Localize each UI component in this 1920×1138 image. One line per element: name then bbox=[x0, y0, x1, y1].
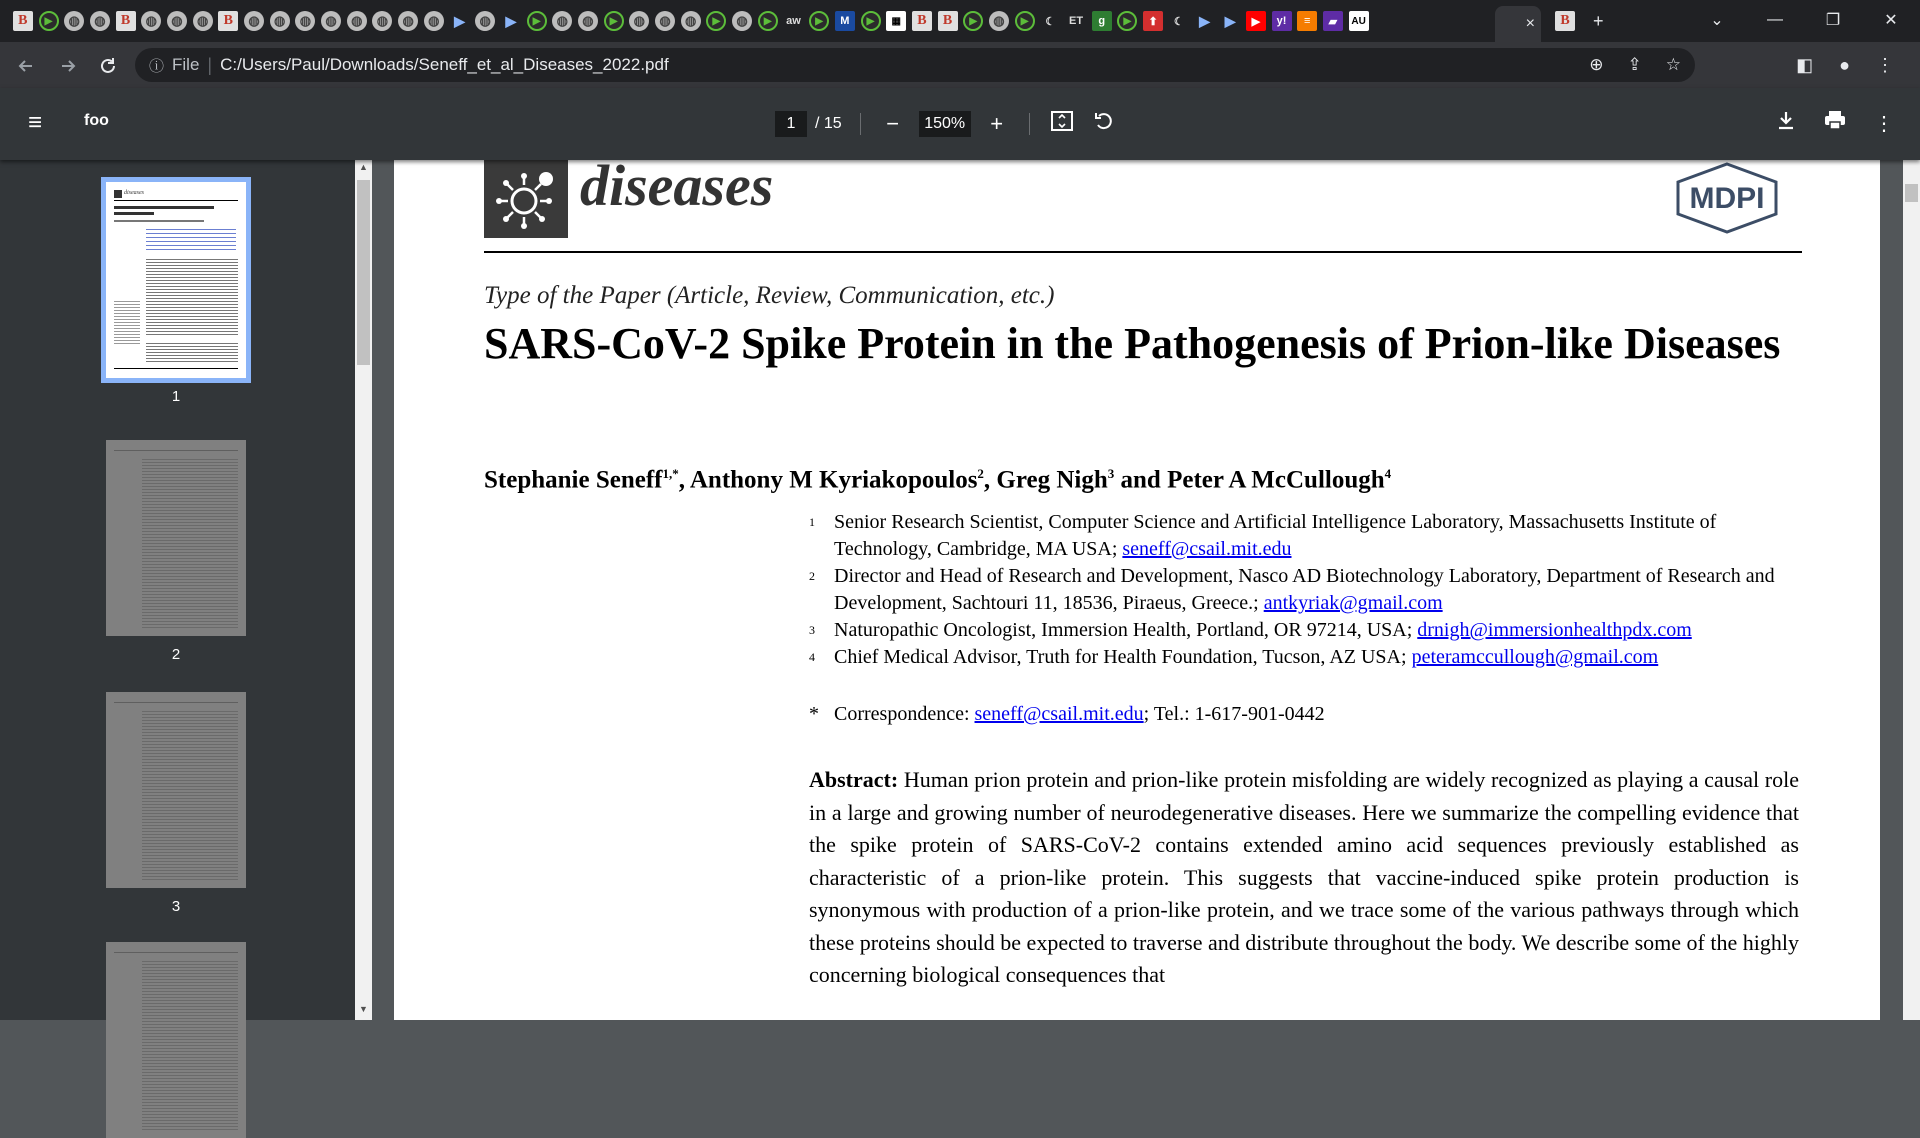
paper-title: SARS-CoV-2 Spike Protein in the Pathogenesis of Prion-like Diseases bbox=[484, 319, 1781, 368]
rotate-icon[interactable] bbox=[1090, 110, 1118, 138]
bi-favicon-icon: B bbox=[13, 11, 33, 31]
publisher-name: MDPI bbox=[1689, 182, 1765, 215]
browser-tab[interactable] bbox=[1217, 8, 1243, 34]
browser-tab[interactable] bbox=[1089, 8, 1115, 34]
bi-favicon-icon: B bbox=[912, 11, 932, 31]
ma-favicon-icon: M bbox=[835, 11, 855, 31]
browser-tab[interactable] bbox=[87, 8, 113, 34]
thumbnail-page-2[interactable] bbox=[102, 440, 250, 663]
pdf-toolbar bbox=[0, 88, 1920, 160]
forward-button[interactable] bbox=[54, 52, 82, 80]
yahoo-favicon-icon: y! bbox=[1272, 11, 1292, 31]
mdpi-logo bbox=[1672, 162, 1782, 234]
pdf-viewport bbox=[372, 160, 1920, 1020]
orange-favicon-icon: ≡ bbox=[1297, 11, 1317, 31]
browser-toolbar bbox=[0, 42, 1920, 88]
thumbnail-journal: diseases bbox=[124, 190, 144, 196]
author-separator: , bbox=[983, 466, 997, 494]
bi-tab-favicon[interactable]: B bbox=[1555, 11, 1575, 31]
zoom-in-button[interactable]: + bbox=[990, 111, 1004, 136]
correspondence-mark: * bbox=[809, 703, 819, 725]
browser-tab[interactable] bbox=[472, 8, 498, 34]
new-tab-button[interactable]: + bbox=[1593, 11, 1604, 31]
browser-tab[interactable] bbox=[960, 8, 986, 34]
browser-tab[interactable] bbox=[1320, 8, 1346, 34]
browser-tab[interactable] bbox=[858, 8, 884, 34]
thumbnail-sidebar bbox=[0, 160, 355, 1020]
browser-tab[interactable] bbox=[164, 8, 190, 34]
arrow-favicon-icon: ▶ bbox=[501, 11, 521, 31]
globe-favicon-icon: ◍ bbox=[64, 11, 84, 31]
browser-tab[interactable] bbox=[241, 8, 267, 34]
correspondence-label: Correspondence: bbox=[834, 703, 975, 725]
browser-tab[interactable] bbox=[678, 8, 704, 34]
affiliation-item bbox=[809, 644, 1799, 671]
affiliation-text: Naturopathic Oncologist, Immersion Health, Portland, OR 97214, USA; bbox=[834, 619, 1418, 641]
browser-tab[interactable] bbox=[704, 8, 730, 34]
globe-favicon-icon: ◍ bbox=[270, 11, 290, 31]
play-favicon-icon: ▶ bbox=[604, 11, 624, 31]
tab-list bbox=[10, 8, 1371, 34]
arrow-favicon-icon: ▶ bbox=[1194, 11, 1214, 31]
browser-tab[interactable] bbox=[344, 8, 370, 34]
browser-tab[interactable] bbox=[1012, 8, 1038, 34]
author-list bbox=[484, 466, 1391, 494]
toolbar-divider bbox=[860, 113, 861, 135]
tab-strip bbox=[0, 0, 1920, 42]
browser-tab[interactable] bbox=[832, 8, 858, 34]
browser-tab[interactable] bbox=[755, 8, 781, 34]
scrollbar-thumb[interactable] bbox=[1905, 184, 1918, 202]
tab-search-button[interactable]: ⌄ bbox=[1710, 12, 1724, 29]
zoom-out-button[interactable]: − bbox=[886, 111, 900, 136]
page-number-input[interactable] bbox=[775, 111, 807, 137]
author-name: Greg Nigh bbox=[996, 466, 1108, 494]
side-panel-icon[interactable]: ◧ bbox=[1796, 54, 1814, 75]
yt-favicon-icon: ▶ bbox=[1246, 11, 1266, 31]
browser-tab[interactable] bbox=[601, 8, 627, 34]
address-separator: | bbox=[207, 54, 213, 75]
thumbnail-page-number: 2 bbox=[171, 646, 181, 663]
thumbnail-page-3[interactable] bbox=[102, 692, 250, 915]
affiliations bbox=[809, 509, 1799, 671]
url-text[interactable]: C:/Users/Paul/Downloads/Seneff_et_al_Diseases_2022.pdf bbox=[220, 55, 669, 74]
browser-tab[interactable] bbox=[1346, 8, 1372, 34]
profile-icon[interactable]: ● bbox=[1839, 54, 1850, 75]
browser-tab[interactable] bbox=[190, 8, 216, 34]
browser-tab[interactable] bbox=[1243, 8, 1269, 34]
print-icon[interactable] bbox=[1824, 110, 1846, 136]
affiliation-item bbox=[809, 563, 1799, 617]
arrow-favicon-icon: ▶ bbox=[1220, 11, 1240, 31]
scrollbar-thumb[interactable] bbox=[357, 180, 370, 365]
moon-favicon-icon: ☾ bbox=[1169, 11, 1189, 31]
browser-tab[interactable] bbox=[781, 8, 807, 34]
play-favicon-icon: ▶ bbox=[1117, 11, 1137, 31]
thumbnail-page-number: 3 bbox=[171, 898, 181, 915]
chrome-menu-icon[interactable]: ⋮ bbox=[1876, 54, 1894, 75]
document-title: foo bbox=[84, 112, 109, 129]
browser-tab[interactable] bbox=[909, 8, 935, 34]
browser-tab[interactable] bbox=[293, 8, 319, 34]
browser-tab[interactable] bbox=[370, 8, 396, 34]
browser-tab[interactable] bbox=[61, 8, 87, 34]
bookmark-star-icon[interactable]: ☆ bbox=[1665, 55, 1681, 74]
play-favicon-icon: ▶ bbox=[758, 11, 778, 31]
img-favicon-icon: ▦ bbox=[886, 11, 906, 31]
globe-favicon-icon: ◍ bbox=[321, 11, 341, 31]
play-favicon-icon: ▶ bbox=[39, 11, 59, 31]
fit-to-page-icon[interactable] bbox=[1048, 111, 1076, 137]
globe-favicon-icon: ◍ bbox=[578, 11, 598, 31]
browser-tab[interactable] bbox=[10, 8, 36, 34]
browser-tab[interactable] bbox=[395, 8, 421, 34]
browser-tab[interactable] bbox=[318, 8, 344, 34]
correspondence-tel: ; Tel.: 1-617-901-0442 bbox=[1143, 703, 1325, 725]
author-affiliation-mark: 1,* bbox=[662, 466, 679, 481]
globe-favicon-icon: ◍ bbox=[244, 11, 264, 31]
author-affiliation-mark: 4 bbox=[1384, 466, 1392, 481]
arrow-favicon-icon: ▶ bbox=[450, 11, 470, 31]
et-favicon-icon: ET bbox=[1066, 11, 1086, 31]
browser-tab[interactable] bbox=[652, 8, 678, 34]
sidebar-scrollbar[interactable] bbox=[355, 160, 372, 1020]
affiliation-item bbox=[809, 617, 1799, 644]
globe-favicon-icon: ◍ bbox=[90, 11, 110, 31]
globe-favicon-icon: ◍ bbox=[424, 11, 444, 31]
affiliation-number: 4 bbox=[809, 650, 815, 664]
correspondence bbox=[809, 703, 1799, 726]
browser-tab[interactable] bbox=[1140, 8, 1166, 34]
globe-favicon-icon: ◍ bbox=[167, 11, 187, 31]
email-link[interactable]: drnigh@immersionhealthpdx.com bbox=[1417, 619, 1692, 641]
pdf-page bbox=[394, 160, 1880, 1020]
purple-favicon-icon: ▰ bbox=[1323, 11, 1343, 31]
browser-tab[interactable] bbox=[883, 8, 909, 34]
browser-tab[interactable] bbox=[421, 8, 447, 34]
minimize-button[interactable]: — bbox=[1767, 11, 1783, 28]
browser-tab[interactable] bbox=[138, 8, 164, 34]
zoom-level-input[interactable] bbox=[919, 111, 971, 137]
journal-name: diseases bbox=[580, 160, 774, 218]
browser-tab[interactable] bbox=[113, 8, 139, 34]
browser-tab[interactable] bbox=[1115, 8, 1141, 34]
browser-tab[interactable] bbox=[524, 8, 550, 34]
thumbnail-page-number: 1 bbox=[171, 388, 181, 405]
globe-favicon-icon: ◍ bbox=[989, 11, 1009, 31]
affiliation-item bbox=[809, 509, 1799, 563]
header-rule bbox=[484, 251, 1802, 253]
browser-tab[interactable] bbox=[1038, 8, 1064, 34]
red-favicon-icon: ⬆ bbox=[1143, 11, 1163, 31]
scroll-down-icon[interactable]: ▼ bbox=[359, 1004, 368, 1014]
play-favicon-icon: ▶ bbox=[809, 11, 829, 31]
thumbnail-image[interactable] bbox=[106, 182, 246, 378]
close-window-button[interactable]: ✕ bbox=[1884, 12, 1898, 29]
page-total: / 15 bbox=[815, 115, 842, 132]
g-favicon-icon: g bbox=[1092, 11, 1112, 31]
thumbnail-image[interactable] bbox=[106, 692, 246, 888]
play-favicon-icon: ▶ bbox=[527, 11, 547, 31]
author-name: Peter A McCullough bbox=[1167, 466, 1385, 494]
moon-favicon-icon: ☾ bbox=[1040, 11, 1060, 31]
paper-type: Type of the Paper (Article, Review, Communication, etc.) bbox=[484, 282, 1055, 309]
download-icon[interactable] bbox=[1776, 110, 1796, 136]
au-favicon-icon: AU bbox=[1349, 11, 1369, 31]
main-scrollbar[interactable] bbox=[1903, 160, 1920, 1020]
affiliation-text: Senior Research Scientist, Computer Science and Artificial Intelligence Laboratory, Massachusetts Institute of Technology, Cambridge, MA USA; bbox=[834, 511, 1717, 560]
play-favicon-icon: ▶ bbox=[706, 11, 726, 31]
globe-favicon-icon: ◍ bbox=[732, 11, 752, 31]
email-link[interactable]: antkyriak@gmail.com bbox=[1263, 592, 1443, 614]
thumbnail-page-4[interactable] bbox=[102, 942, 250, 1138]
browser-tab[interactable] bbox=[1063, 8, 1089, 34]
back-arrow-icon bbox=[16, 56, 36, 76]
email-link[interactable]: seneff@csail.mit.edu bbox=[974, 703, 1144, 725]
author-name: Anthony M Kyriakopoulos bbox=[689, 466, 978, 494]
browser-tab[interactable] bbox=[498, 8, 524, 34]
globe-favicon-icon: ◍ bbox=[552, 11, 572, 31]
globe-favicon-icon: ◍ bbox=[193, 11, 213, 31]
thumbnail-image[interactable] bbox=[106, 942, 246, 1138]
browser-tab[interactable] bbox=[1269, 8, 1295, 34]
active-tab[interactable] bbox=[1495, 6, 1541, 42]
thumbnail-page-1[interactable] bbox=[102, 182, 250, 405]
browser-tab[interactable] bbox=[935, 8, 961, 34]
browser-tab[interactable] bbox=[729, 8, 755, 34]
email-link[interactable]: peteramccullough@gmail.com bbox=[1411, 646, 1659, 668]
email-link[interactable]: seneff@csail.mit.edu bbox=[1122, 538, 1292, 560]
back-button[interactable] bbox=[12, 52, 40, 80]
author-affiliation-mark: 2 bbox=[977, 466, 984, 481]
browser-tab[interactable] bbox=[447, 8, 473, 34]
bi-favicon-icon: B bbox=[116, 11, 136, 31]
affiliation-number: 2 bbox=[809, 569, 815, 583]
sidebar-toggle-menu-icon[interactable]: ≡ bbox=[28, 109, 43, 136]
browser-tab[interactable] bbox=[1166, 8, 1192, 34]
toolbar-divider bbox=[1029, 113, 1030, 135]
more-options-icon[interactable]: ⋮ bbox=[1874, 112, 1894, 135]
address-bar[interactable] bbox=[135, 48, 1695, 82]
browser-tab[interactable] bbox=[986, 8, 1012, 34]
browser-tab[interactable] bbox=[806, 8, 832, 34]
share-icon[interactable]: ⇪ bbox=[1627, 55, 1642, 74]
globe-favicon-icon: ◍ bbox=[347, 11, 367, 31]
abstract bbox=[809, 764, 1799, 992]
globe-favicon-icon: ◍ bbox=[629, 11, 649, 31]
affiliation-text: Chief Medical Advisor, Truth for Health Foundation, Tucson, AZ USA; bbox=[834, 646, 1412, 668]
scroll-up-icon[interactable]: ▲ bbox=[359, 162, 368, 172]
info-icon[interactable]: ⓘ bbox=[149, 57, 165, 75]
affiliation-text: Director and Head of Research and Development, Nasco AD Biotechnology Laboratory, Department of Research and Development, Sachtouri 11, 18536, Piraeus, Greece.; bbox=[834, 565, 1775, 614]
browser-tab[interactable] bbox=[549, 8, 575, 34]
thumbnail-image[interactable] bbox=[106, 440, 246, 636]
author-name: Stephanie Seneff bbox=[484, 466, 663, 494]
play-favicon-icon: ▶ bbox=[861, 11, 881, 31]
play-favicon-icon: ▶ bbox=[963, 11, 983, 31]
reload-icon bbox=[98, 56, 118, 76]
globe-favicon-icon: ◍ bbox=[681, 11, 701, 31]
browser-tab[interactable] bbox=[267, 8, 293, 34]
scheme-label: File bbox=[172, 55, 200, 74]
affiliation-number: 1 bbox=[809, 515, 815, 529]
affiliation-number: 3 bbox=[809, 623, 815, 637]
author-affiliation-mark: 3 bbox=[1107, 466, 1115, 481]
play-favicon-icon: ▶ bbox=[1015, 11, 1035, 31]
globe-favicon-icon: ◍ bbox=[398, 11, 418, 31]
zoom-icon[interactable]: ⊕ bbox=[1589, 55, 1604, 74]
abstract-label: Abstract: bbox=[809, 767, 899, 792]
browser-tab[interactable] bbox=[1294, 8, 1320, 34]
restore-button[interactable]: ❐ bbox=[1825, 12, 1841, 29]
browser-tab[interactable] bbox=[36, 8, 62, 34]
forward-arrow-icon bbox=[58, 56, 78, 76]
globe-favicon-icon: ◍ bbox=[475, 11, 495, 31]
author-separator: , bbox=[678, 466, 690, 494]
globe-favicon-icon: ◍ bbox=[655, 11, 675, 31]
abstract-text: Human prion protein and prion-like protein misfolding are widely recognized as playing a causal role in a large and growing number of neurodegenerative diseases. Here we summarize the compelling evidence that the spike protein of SARS-CoV-2 contains extended amino acid sequences previously established as characteristic of a prion-like protein. This suggests that vaccine-induced spike protein production is synonymous with production of a prion-like protein, and we trace some of the various pathways through which these proteins should be expected to traverse and distribute throughout the body. We describe some of the highly concerning biological consequences that bbox=[809, 767, 1799, 987]
browser-tab[interactable] bbox=[1192, 8, 1218, 34]
globe-favicon-icon: ◍ bbox=[372, 11, 392, 31]
bi-favicon-icon: B bbox=[218, 11, 238, 31]
bi-favicon-icon: B bbox=[938, 11, 958, 31]
reload-button[interactable] bbox=[94, 52, 122, 80]
browser-tab[interactable] bbox=[627, 8, 653, 34]
virus-logo-icon bbox=[484, 160, 568, 238]
browser-tab[interactable] bbox=[575, 8, 601, 34]
browser-tab[interactable] bbox=[216, 8, 242, 34]
aw-favicon-icon: aw bbox=[783, 11, 803, 31]
author-separator: and bbox=[1114, 466, 1168, 494]
close-tab-icon[interactable]: × bbox=[1525, 15, 1535, 32]
globe-favicon-icon: ◍ bbox=[141, 11, 161, 31]
globe-favicon-icon: ◍ bbox=[295, 11, 315, 31]
